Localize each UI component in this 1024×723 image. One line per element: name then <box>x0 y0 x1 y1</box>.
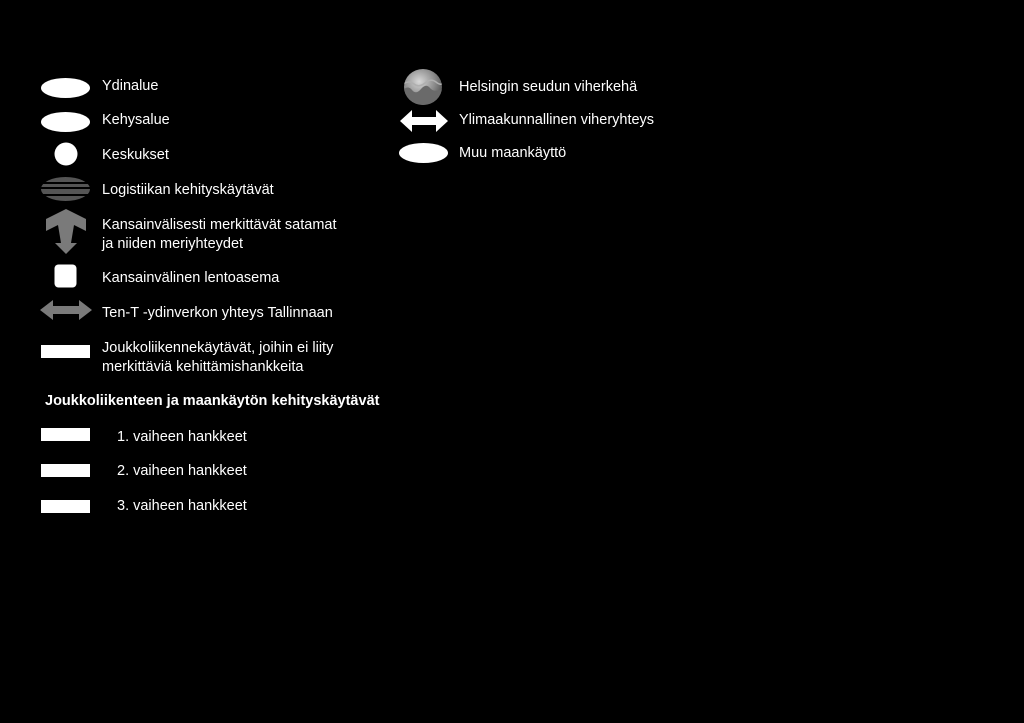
legend-label: Kansainvälinen lentoasema <box>102 270 280 286</box>
legend-label-line: Joukkoliikennekäytävät, joihin ei liity <box>102 340 334 356</box>
legend-label: Keskukset <box>102 147 169 163</box>
legend-label: Kehysalue <box>102 112 170 128</box>
ellipse-icon <box>40 77 91 99</box>
legend-label: Ylimaakunnallinen viheryhteys <box>459 112 655 128</box>
bar-icon <box>41 345 90 358</box>
circle-icon <box>53 141 79 167</box>
legend-label: Helsingin seudun viherkehä <box>459 79 638 95</box>
legend-label: 1. vaiheen hankkeet <box>117 429 247 445</box>
legend-label: Logistiikan kehityskäytävät <box>102 182 274 198</box>
legend-label: 3. vaiheen hankkeet <box>117 498 247 514</box>
ellipse-icon <box>40 111 91 133</box>
legend-label: Ydinalue <box>102 78 159 94</box>
bar-icon <box>41 500 90 513</box>
green-belt-icon <box>403 68 443 106</box>
section-heading: Joukkoliikenteen ja maankäytön kehityskäytävät <box>45 393 380 409</box>
legend-label: Ten-T -ydinverkon yhteys Tallinnaan <box>102 305 333 321</box>
harbour-arrow-icon <box>44 209 88 255</box>
legend-label: 2. vaiheen hankkeet <box>117 463 247 479</box>
ellipse-icon <box>398 142 449 164</box>
legend-label: Muu maankäyttö <box>459 145 567 161</box>
bar-icon <box>41 428 90 441</box>
legend-label-line: ja niiden meriyhteydet <box>102 236 244 252</box>
striped-ellipse-icon <box>40 176 91 202</box>
legend-label-line: Kansainvälisesti merkittävät satamat <box>102 217 337 233</box>
double-arrow-icon <box>40 299 92 321</box>
legend-label <box>102 216 402 254</box>
double-arrow-icon <box>400 109 448 133</box>
legend-label <box>102 339 402 377</box>
legend-label-line: merkittäviä kehittämishankkeita <box>102 359 304 375</box>
bar-icon <box>41 464 90 477</box>
rounded-square-icon <box>54 264 77 288</box>
